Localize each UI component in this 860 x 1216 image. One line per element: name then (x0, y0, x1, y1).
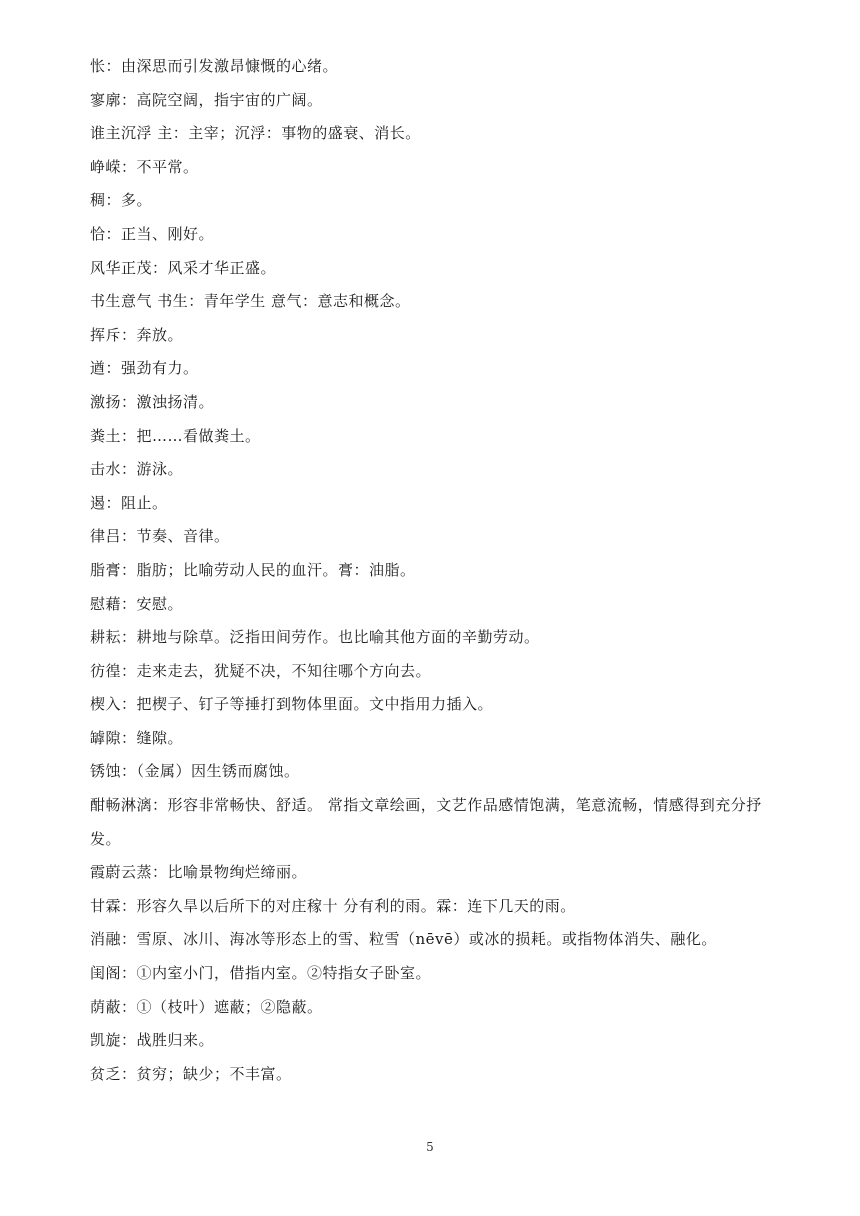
page-number: 5 (426, 1140, 434, 1154)
glossary-entry: 激扬：激浊扬清。 (90, 392, 215, 411)
glossary-entry: 慰藉：安慰。 (90, 594, 184, 613)
glossary-entry: 怅：由深思而引发激昂慷慨的心绪。 (90, 57, 339, 75)
glossary-entry: 凯旋：战胜归来。 (90, 1031, 215, 1050)
glossary-entry: 稠：多。 (90, 191, 153, 210)
glossary-entry: 酣畅淋漓：形容非常畅快、舒适。 常指文章绘画，文艺作品感情饱满，笔意流畅，情感得到充分抒发。 (90, 796, 762, 848)
glossary-entry: 彷徨：走来走去，犹疑不决，不知往哪个方向去。 (90, 661, 432, 680)
glossary-entry: 贫乏：贫穷；缺少；不丰富。 (90, 1064, 292, 1083)
glossary-entry: 粪土：把……看做粪土。 (90, 426, 261, 445)
glossary-entry: 律吕：节奏、音律。 (90, 527, 230, 546)
glossary-entry: 闺阁：①内室小门，借指内室。②特指女子卧室。 (90, 964, 432, 983)
glossary-entry: 寥廓：高院空阔，指宇宙的广阔。 (90, 90, 323, 109)
document-body (90, 50, 762, 1091)
glossary-entry: 锈蚀：（金属）因生锈而腐蚀。 (90, 762, 300, 781)
glossary-entry: 谁主沉浮 主：主宰；沉浮：事物的盛衰、消长。 (90, 124, 421, 143)
glossary-entry: 遏：阻止。 (90, 493, 168, 512)
glossary-entry: 遒：强劲有力。 (90, 359, 199, 378)
glossary-entry: 击水：游泳。 (90, 460, 184, 479)
glossary-entry: 楔入：把楔子、钉子等捶打到物体里面。文中指用力插入。 (90, 695, 494, 714)
glossary-entry: 书生意气 书生：青年学生 意气：意志和概念。 (90, 292, 411, 311)
glossary-entry: 消融：雪原、冰川、海冰等形态上的雪、粒雪（nēvē）或冰的损耗。或指物体消失、融化。 (90, 930, 717, 949)
glossary-entry: 恰：正当、刚好。 (90, 224, 215, 243)
glossary-entry: 荫蔽：①（枝叶）遮蔽；②隐蔽。 (90, 997, 323, 1016)
glossary-entry: 甘霖：形容久旱以后所下的对庄稼十 分有利的雨。霖：连下几天的雨。 (90, 896, 576, 915)
glossary-entry: 风华正茂：风采才华正盛。 (90, 258, 277, 277)
glossary-entry: 耕耘：耕地与除草。泛指田间劳作。也比喻其他方面的辛勤劳动。 (90, 628, 540, 647)
glossary-entry: 罅隙：缝隙。 (90, 728, 184, 747)
glossary-entry: 峥嵘：不平常。 (90, 157, 199, 176)
glossary-entry: 挥斥：奔放。 (90, 325, 184, 344)
glossary-entry: 脂膏：脂肪；比喻劳动人民的血汗。膏：油脂。 (90, 560, 416, 579)
glossary-entry: 霞蔚云蒸：比喻景物绚烂缔丽。 (90, 863, 308, 882)
